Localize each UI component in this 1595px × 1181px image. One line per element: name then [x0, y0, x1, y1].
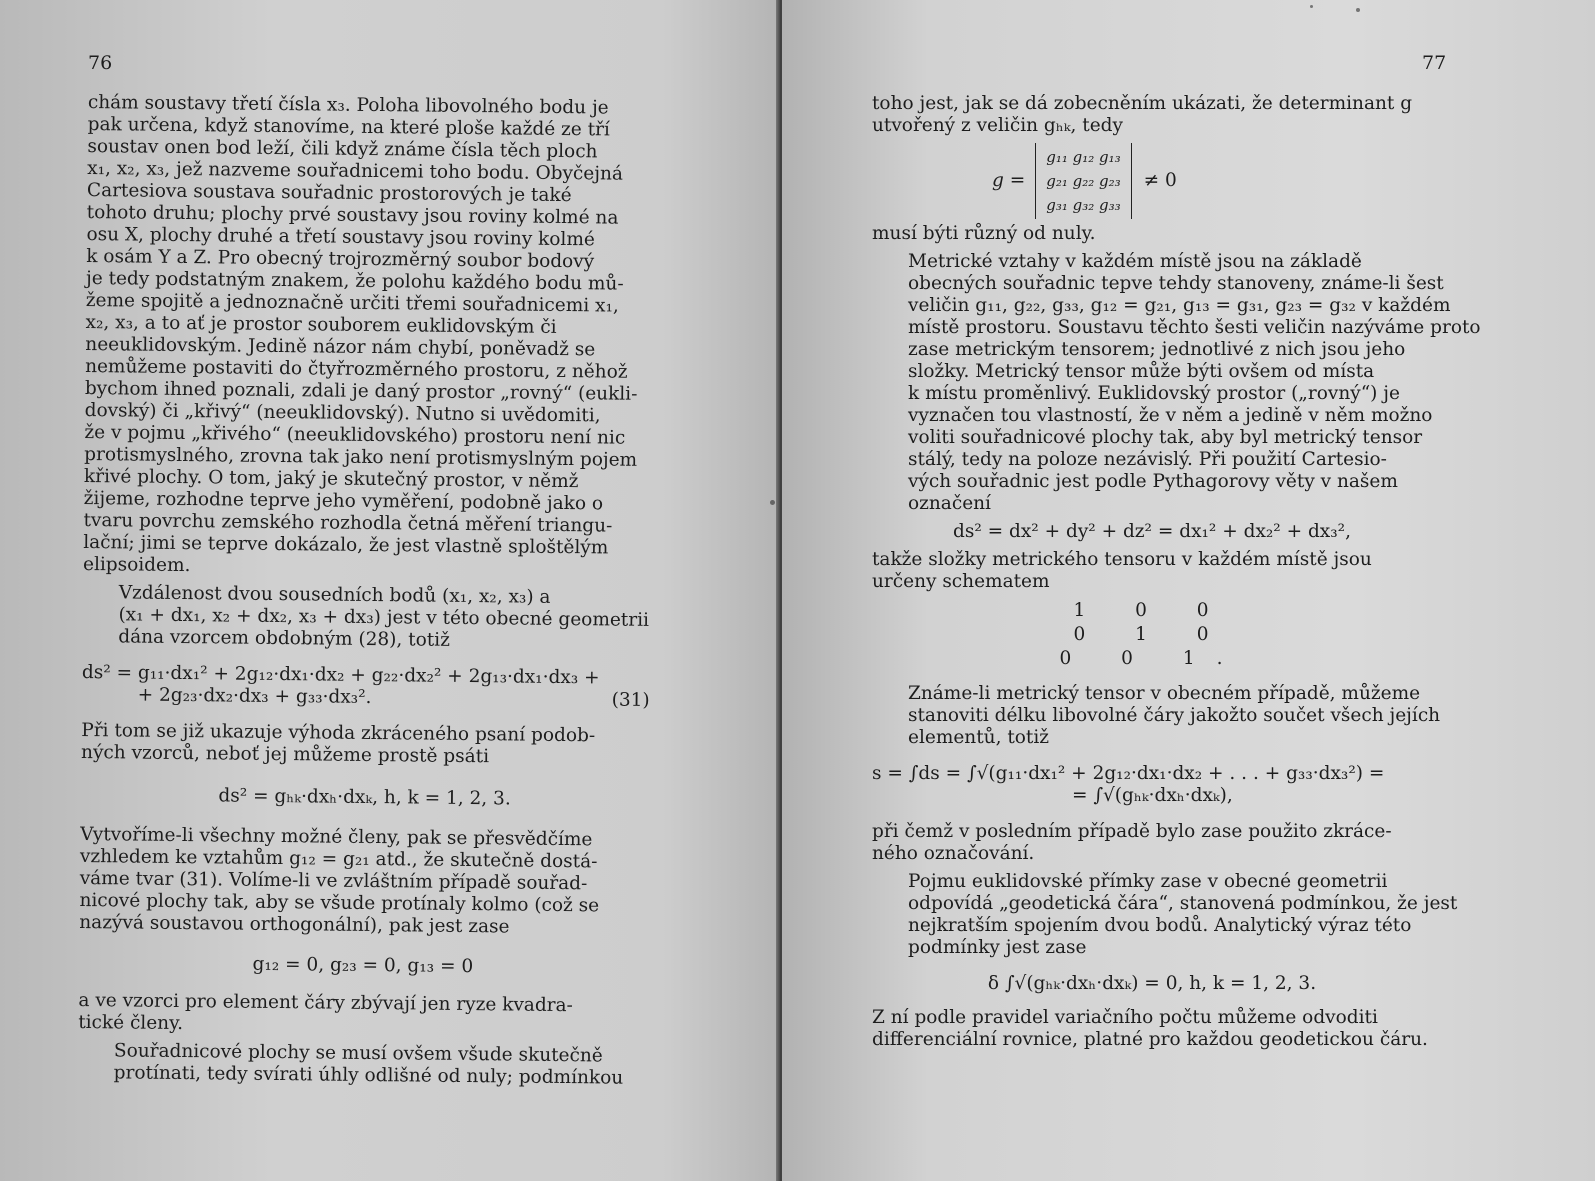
determinant-row-2: g₂₁ g₂₂ g₂₃: [1046, 172, 1121, 190]
equation-short-notation: ds² = gₕₖ·dxₕ·dxₖ, h, k = 1, 2, 3.: [218, 785, 511, 810]
text-line: stanoviti délku libovolné čáry jakožto součet všech jejích: [908, 705, 1441, 726]
text-line: vých souřadnic jest podle Pythagorovy věty v našem: [908, 471, 1398, 492]
scan-speck: [770, 500, 775, 505]
text-line: vzhledem ke vztahům g₁₂ = g₂₁ atd., že skutečně dostá-: [79, 845, 598, 873]
text-line: osu X, plochy druhé a třetí soustavy jsou roviny kolmé: [86, 223, 595, 251]
text-line: ných vzorců, neboť jej můžeme prostě psáti: [80, 741, 490, 768]
text-line: musí býti různý od nuly.: [872, 223, 1096, 244]
text-line: vyznačen tou vlastností, že v něm a jedině v něm možno: [908, 405, 1433, 426]
text-line: takže složky metrického tensoru v každém místě jsou: [872, 549, 1372, 570]
identity-row-3: 0 0 1.: [1059, 648, 1245, 669]
right-page-number: 77: [1422, 52, 1447, 74]
text-line: určeny schematem: [872, 571, 1050, 592]
text-line: žeme spojitě a jednoznačně určiti třemi souřadnicemi x₁,: [85, 289, 619, 317]
text-line: toho jest, jak se dá zobecněním ukázati, že determinant g: [872, 93, 1413, 114]
left-paragraph-1: [83, 92, 656, 582]
text-line: váme tvar (31). Volíme-li ve zvláštním případě souřad-: [79, 867, 588, 895]
determinant-matrix: [1035, 143, 1131, 219]
determinant-row-3: g₃₁ g₃₂ g₃₃: [1046, 196, 1121, 214]
left-text-column: [78, 92, 656, 1090]
text-line: bychom ihned poznali, zdali je daný prostor „rovný“ (eukli-: [84, 377, 638, 405]
text-line: tohoto druhu; plochy prvé soustavy jsou roviny kolmé na: [86, 201, 619, 229]
text-line: Pojmu euklidovské přímky zase v obecné geometrii: [908, 871, 1388, 892]
text-line: x₂, x₃, a to ať je prostor souborem euklidovským či: [85, 311, 557, 338]
text-line: zase metrickým tensorem; jednotlivé z nich jsou jeho: [908, 339, 1406, 360]
determinant-lhs: g =: [992, 170, 1026, 191]
text-line: dovský) či „křivý“ (neeuklidovský). Nutno si uvědomiti,: [84, 399, 601, 427]
equation-orthogonal: g₁₂ = 0, g₂₃ = 0, g₁₃ = 0: [252, 953, 474, 978]
text-line: utvořený z veličin gₕₖ, tedy: [872, 115, 1123, 136]
text-line: elipsoidem.: [82, 553, 191, 577]
text-line: pak určena, když stanovíme, na které ploše každé ze tří: [87, 113, 610, 141]
text-line: Známe-li metrický tensor v obecném případě, můžeme: [908, 683, 1421, 704]
left-paragraph-3: [81, 720, 649, 770]
text-line: Vytvoříme-li všechny možné členy, pak se přesvědčíme: [80, 823, 593, 851]
identity-row-2: 0 1 0: [1073, 624, 1231, 645]
text-line: nicové plochy tak, aby se všude protínaly kolmo (což se: [79, 889, 600, 917]
text-line: při čemž v posledním případě bylo zase použito zkrácе-: [872, 821, 1392, 842]
right-paragraph-3: [872, 251, 1481, 515]
text-line: že v pojmu „křivého“ (neeuklidovského) prostoru není nic: [84, 421, 626, 449]
identity-schema: [872, 599, 1432, 671]
scan-speck: [1356, 8, 1360, 12]
equation-31-line-1: ds² = g₁₁·dx₁² + 2g₁₂·dx₁·dx₂ + g₂₂·dx₂² + 2g₁₃·dx₁·dx₃ +: [81, 661, 600, 689]
text-line: nejkratším spojením dvou bodů. Analytický výraz této: [908, 915, 1412, 936]
text-line: Při tom se již ukazuje výhoda zkráceného psaní podob-: [81, 719, 596, 747]
text-line: k osám Y a Z. Pro obecný trojrozměrný soubor bodový: [86, 245, 595, 273]
text-line: soustav onen bod leží, čili když známe čísla těch ploch: [87, 135, 598, 163]
right-page: [782, 0, 1595, 1181]
text-line: označení: [908, 493, 991, 514]
text-line: Vzdálenost dvou sousedních bodů (x₁, x₂, x₃) a: [118, 582, 551, 608]
text-line: veličin g₁₁, g₂₂, g₃₃, g₁₂ = g₂₁, g₁₃ = g₃₁, g₂₃ = g₃₂ v každém: [908, 295, 1451, 316]
left-paragraph-6: [78, 1040, 646, 1090]
left-paragraph-5: [78, 990, 646, 1040]
identity-row-1: 1 0 0: [1073, 600, 1231, 621]
text-line: stálý, tedy na poloze nezávislý. Při použití Cartesio-: [908, 449, 1387, 470]
text-line: Souřadnicové plochy se musí ovšem všude skutečně: [113, 1040, 603, 1067]
right-text-column: [872, 93, 1481, 1051]
text-line: Metrické vztahy v každém místě jsou na základě: [908, 251, 1362, 272]
text-line: tvaru povrchu zemského rozhodla četná měření triangu-: [83, 509, 613, 537]
text-line: žijeme, rozhodne teprve jeho vyměření, podobně jako o: [83, 487, 604, 515]
text-line: lační; jimi se teprve dokázalo, že jest vlastně sploštělým: [83, 531, 609, 559]
text-line: složky. Metrický tensor může býti ovšem od místa: [908, 361, 1375, 382]
equation-geodesic: δ ∫√(gₕₖ·dxₕ·dxₖ) = 0, h, k = 1, 2, 3.: [987, 973, 1317, 994]
left-paragraph-2: [82, 582, 651, 654]
text-line: nazývá soustavou orthogonální), pak jest zase: [79, 911, 510, 938]
right-paragraph-7: [872, 871, 1458, 959]
text-line: nemůžeme postaviti do čtyřrozměrného prostoru, z něhož: [85, 355, 628, 383]
left-paragraph-4: [79, 824, 648, 940]
text-line: místě prostoru. Soustavu těchto šesti veličin nazýváme proto: [908, 317, 1481, 338]
text-line: k místu proměnlivý. Euklidovský prostor („rovný“) je: [908, 383, 1400, 404]
text-line: differenciální rovnice, platné pro každou geodetickou čáru.: [872, 1029, 1428, 1050]
text-line: je tedy podstatným znakem, že polohu každého bodu mů-: [85, 267, 624, 295]
equation-31-number: (31): [611, 689, 650, 711]
left-page: [0, 0, 780, 1181]
text-line: protínati, tedy svírati úhly odlišné od nuly; podmínkou: [113, 1062, 624, 1089]
text-line: Z ní podle pravidel variačního počtu můžeme odvoditi: [872, 1007, 1378, 1028]
determinant-row-1: g₁₁ g₁₂ g₁₃: [1046, 148, 1121, 166]
right-paragraph-1: [872, 93, 1432, 137]
text-line: elementů, totiž: [908, 727, 1049, 748]
equation-arc-length-line-2: = ∫√(gₕₖ·dxₕ·dxₖ),: [1072, 785, 1233, 806]
equation-31-line-2-text: + 2g₂₃·dx₂·dx₃ + g₃₃·dx₃².: [137, 684, 372, 709]
text-line: křivé plochy. O tom, jaký je skutečný prostor, v němž: [83, 465, 579, 493]
right-paragraph-2: [872, 223, 1432, 245]
equation-pythagoras: ds² = dx² + dy² + dz² = dx₁² + dx₂² + dx₃²,: [953, 521, 1351, 542]
text-line: x₁, x₂, x₃, jež nazveme souřadnicemi toho bodu. Obyčejná: [87, 157, 624, 185]
text-line: ného označování.: [872, 843, 1035, 864]
text-line: tické členy.: [78, 1011, 184, 1035]
equation-31: [82, 662, 650, 712]
determinant-equation: [992, 143, 1432, 219]
left-page-number: 76: [88, 52, 113, 74]
equation-arc-length: [872, 763, 1432, 807]
right-paragraph-8: [872, 1007, 1432, 1051]
text-line: a ve vzorci pro element čáry zbývají jen ryze kvadra-: [78, 989, 573, 1017]
equation-arc-length-line-1: s = ∫ds = ∫√(g₁₁·dx₁² + 2g₁₂·dx₁·dx₂ + . . . + g₃₃·dx₃²) =: [872, 763, 1385, 784]
text-line: (x₁ + dx₁, x₂ + dx₂, x₃ + dx₃) jest v této obecné geometrii: [118, 604, 650, 631]
text-line: Cartesiova soustava souřadnic prostorových je také: [86, 179, 572, 207]
text-line: protismyslného, zrovna tak jako není protismyslným pojem: [84, 443, 638, 471]
text-line: odpovídá „geodetická čára“, stanovená podmínkou, že jest: [908, 893, 1458, 914]
text-line: chám soustavy třetí čísla x₃. Poloha libovolného bodu je: [87, 92, 609, 119]
text-line: dána vzorcem obdobným (28), totiž: [118, 626, 450, 651]
text-line: obecných souřadnic tepve tehdy stanoveny, známe-li šest: [908, 273, 1444, 294]
right-paragraph-4: [872, 549, 1432, 593]
right-paragraph-5: [872, 683, 1441, 749]
text-line: neeuklidovským. Jedině názor nám chybí, poněvadž se: [85, 333, 596, 361]
right-paragraph-6: [872, 821, 1432, 865]
scan-speck: [1310, 5, 1313, 8]
text-line: podmínky jest zase: [908, 937, 1087, 958]
text-line: voliti souřadnicové plochy tak, aby byl metrický tensor: [908, 427, 1423, 448]
determinant-rhs: ≠ 0: [1143, 170, 1177, 191]
